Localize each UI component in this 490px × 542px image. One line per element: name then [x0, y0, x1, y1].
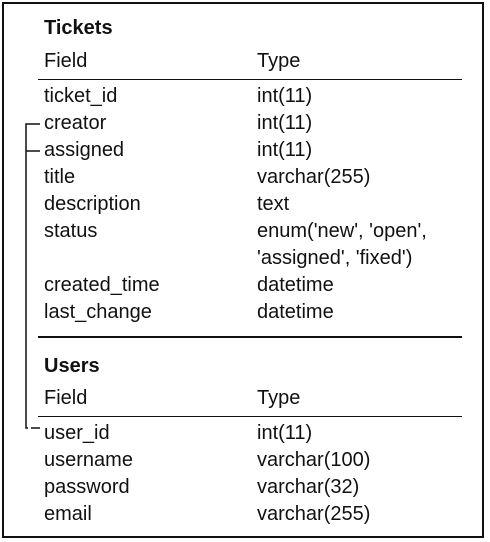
users-type-username: varchar(100): [257, 449, 371, 471]
tickets-field-created-time: created_time: [44, 274, 160, 296]
users-field-email: email: [44, 503, 92, 525]
tickets-field-description: description: [44, 193, 141, 215]
tickets-type-status-continued: 'assigned', 'fixed'): [257, 247, 413, 269]
tickets-type-title: varchar(255): [257, 166, 371, 188]
tickets-type-ticket-id: int(11): [257, 85, 313, 107]
tickets-field-title: title: [44, 166, 76, 188]
tickets-field-ticket-id: ticket_id: [44, 85, 118, 107]
tickets-type-creator: int(11): [257, 112, 313, 134]
tickets-field-header: Field: [44, 50, 88, 72]
users-field-user-id: user_id: [44, 422, 110, 444]
tickets-type-created-time: datetime: [257, 274, 334, 296]
tickets-field-status: status: [44, 220, 98, 242]
tickets-type-last-change: datetime: [257, 301, 334, 323]
users-type-header: Type: [257, 387, 301, 409]
users-table-title: Users: [44, 355, 100, 377]
tickets-table-title: Tickets: [44, 17, 113, 39]
users-type-email: varchar(255): [257, 503, 371, 525]
tickets-field-assigned: assigned: [44, 139, 125, 161]
tickets-type-status: enum('new', 'open',: [257, 220, 427, 242]
creator-to-user-id-line: [26, 124, 40, 428]
users-type-password: varchar(32): [257, 476, 360, 498]
users-field-password: password: [44, 476, 130, 498]
tickets-type-assigned: int(11): [257, 139, 313, 161]
tickets-type-description: text: [257, 193, 290, 215]
tickets-type-header: Type: [257, 50, 301, 72]
tickets-field-creator: creator: [44, 112, 107, 134]
tickets-field-last-change: last_change: [44, 301, 152, 323]
users-field-username: username: [44, 449, 133, 471]
users-type-user-id: int(11): [257, 422, 313, 444]
users-field-header: Field: [44, 387, 88, 409]
